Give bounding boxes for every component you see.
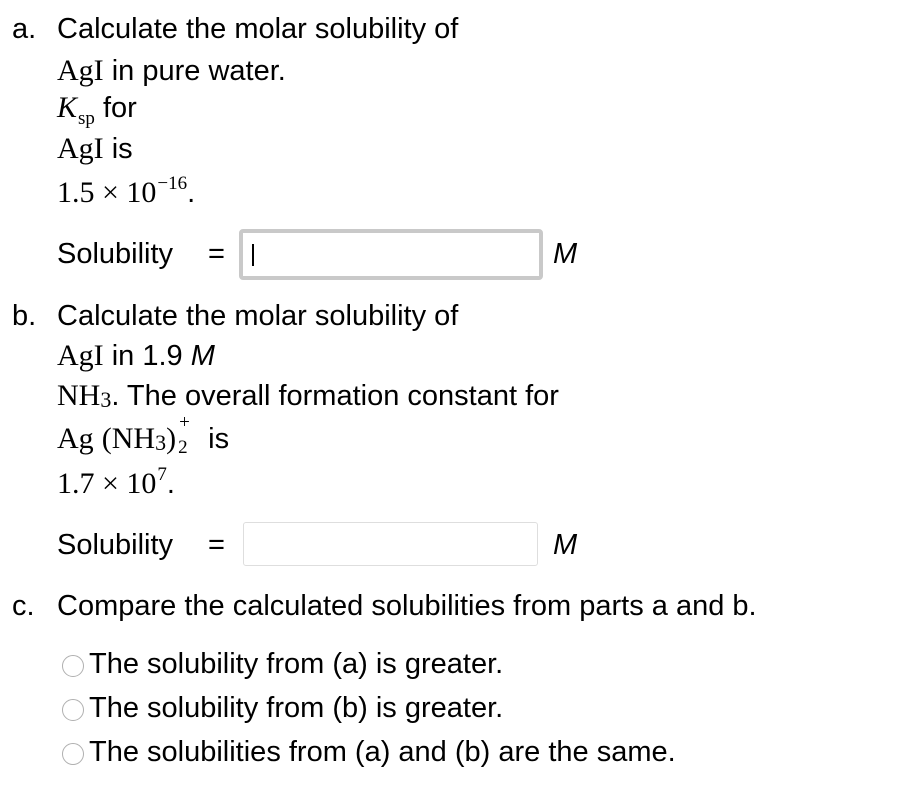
part-b-unit: M xyxy=(553,529,578,561)
part-b-nh3-line xyxy=(57,381,559,411)
part-b-is-text: is xyxy=(208,423,230,455)
part-a-compound-2: AgI xyxy=(57,132,104,165)
ksp-symbol: K xyxy=(57,91,78,124)
ksp-value-exponent: −16 xyxy=(157,173,188,194)
part-b-answer-label: Solubility xyxy=(57,529,174,561)
part-b-compound: AgI xyxy=(57,339,104,372)
option-same-radio[interactable] xyxy=(62,743,84,765)
nh3-subscript: 3 xyxy=(100,387,112,412)
part-a-equals: = xyxy=(208,238,225,270)
part-a-medium: in pure water. xyxy=(111,55,286,87)
ksp-subscript: sp xyxy=(78,108,95,129)
part-a-solubility-input[interactable] xyxy=(239,229,543,280)
part-a-is-text: is xyxy=(111,133,133,165)
option-same-label[interactable]: The solubilities from (a) and (b) are the same. xyxy=(89,736,676,768)
ksp-value-period: . xyxy=(187,177,196,209)
complex-subscript: 2 xyxy=(178,437,188,458)
part-c-marker: c. xyxy=(12,590,35,622)
option-b-greater-radio[interactable] xyxy=(62,699,84,721)
formation-text: . The overall formation constant for xyxy=(111,380,559,412)
ksp-value-mantissa: 1.5 × 10 xyxy=(57,176,157,209)
complex-ag: Ag xyxy=(57,422,94,455)
kf-value-exponent: 7 xyxy=(157,464,167,485)
kf-value-mantissa: 1.7 × 10 xyxy=(57,467,157,500)
option-a-greater-radio[interactable] xyxy=(62,655,84,677)
part-b-equals: = xyxy=(208,529,225,561)
kf-value-period: . xyxy=(166,468,175,500)
part-a-marker: a. xyxy=(12,13,37,45)
part-b-kf-value xyxy=(57,464,175,500)
part-b-complex-line xyxy=(57,412,230,458)
complex-close-paren: ) xyxy=(166,422,177,455)
part-b-compound-line xyxy=(57,341,215,371)
nh3-formula: NH xyxy=(57,379,101,412)
part-b-molar-unit: M xyxy=(190,340,215,372)
part-b-marker: b. xyxy=(12,300,37,332)
part-a-compound-is-line xyxy=(57,134,133,164)
part-b-in-text: in 1.9 xyxy=(111,340,183,372)
part-b-solubility-input[interactable] xyxy=(243,522,538,566)
part-a-ksp-value xyxy=(57,173,196,209)
part-a-compound: AgI xyxy=(57,54,104,87)
complex-inner-subscript: 3 xyxy=(155,430,167,455)
ksp-for-text: for xyxy=(102,92,137,124)
text-cursor xyxy=(252,244,254,266)
part-a-compound-line xyxy=(57,56,286,86)
part-c-question: Compare the calculated solubilities from parts a and b. xyxy=(57,590,757,622)
part-a-question: Calculate the molar solubility of xyxy=(57,13,459,45)
part-a-unit: M xyxy=(553,238,578,270)
complex-charge: + xyxy=(179,412,190,433)
complex-scripts xyxy=(176,412,190,458)
part-a-answer-label: Solubility xyxy=(57,238,174,270)
part-a-ksp-line xyxy=(57,91,137,129)
complex-inner: (NH xyxy=(101,422,156,455)
option-b-greater-label[interactable]: The solubility from (b) is greater. xyxy=(89,692,504,724)
option-a-greater-label[interactable]: The solubility from (a) is greater. xyxy=(89,648,504,680)
part-b-question: Calculate the molar solubility of xyxy=(57,300,459,332)
